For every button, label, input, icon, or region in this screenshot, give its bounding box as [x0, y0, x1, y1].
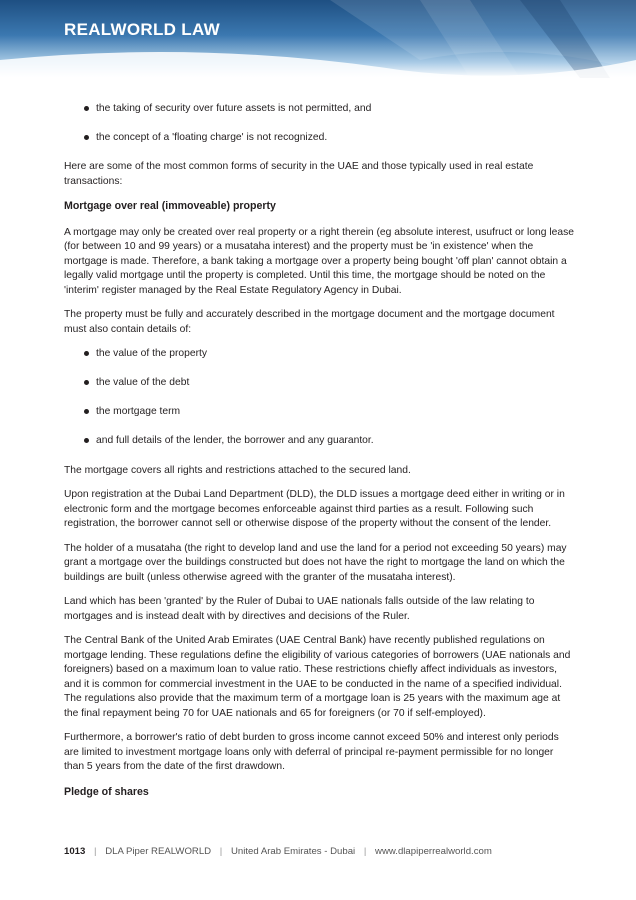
bullet-icon [84, 380, 89, 385]
footer-website-link[interactable]: www.dlapiperrealworld.com [375, 846, 492, 857]
page-footer [64, 846, 492, 857]
bullet-icon [84, 135, 89, 140]
list-item: the value of the property [64, 347, 576, 362]
heading-mortgage: Mortgage over real (immoveable) property [64, 200, 276, 213]
bullet-icon [84, 438, 89, 443]
page-header-banner [0, 0, 636, 78]
paragraph-covers: The mortgage covers all rights and restrictions attached to the secured land. [64, 464, 411, 476]
bullet-list-mortgage-details [64, 347, 576, 449]
document-body [64, 102, 576, 811]
bullet-icon [84, 106, 89, 111]
paragraph-mortgage-2: The property must be fully and accurately described in the mortgage document and the mortgage document must also contain details of: [64, 309, 555, 335]
list-item: and full details of the lender, the borrower and any guarantor. [64, 434, 576, 449]
paragraph-furthermore: Furthermore, a borrower's ratio of debt burden to gross income cannot exceed 50% and interest only periods are limited to investment mortgage loans only with deferral of principal re-payment permissible for no longer than 5 years from the date of the first drawdown. [64, 732, 559, 773]
brand-title: REALWORLD LAW [64, 20, 220, 39]
page-number: 1013 [64, 846, 86, 857]
footer-separator: | [219, 846, 223, 857]
paragraph-central-bank: The Central Bank of the United Arab Emirates (UAE Central Bank) have recently published regulations on mortgage lending. These regulations define the eligibility of various categories of borrowers (UAE nationals and foreigners) based on a maximum loan to value ratio. These restrictions chiefly affect individuals as investors, and it is common for commercial investment in the UAE to be conducted in the name of a specified individual. The regulations also provide that the maximum term of a mortgage loan is 25 years with the maximum age at the final repayment being 70 for UAE nationals and 65 for foreigners (or 70 if self-employed). [64, 635, 571, 719]
paragraph-dld: Upon registration at the Dubai Land Department (DLD), the DLD issues a mortgage deed either in writing or in electronic form and the mortgage becomes enforceable against third parties as a result. Following such registration, the borrower cannot sell or otherwise dispose of the property without the consent of the lender. [64, 489, 565, 530]
list-item: the value of the debt [64, 376, 576, 391]
paragraph-mortgage-1: A mortgage may only be created over real property or a right therein (eg absolute interest, usufruct or long lease (for between 10 and 99 years) or a musataha interest) and the property must be 'in existence' when the mortgage is made. Therefore, a bank taking a mortgage over a property being bought 'off plan' cannot obtain a legally valid mortgage until the property is completed. Until this time, the mortgage should be noted on the 'interim' register managed by the Real Estate Regulatory Agency in Dubai. [64, 226, 574, 296]
footer-publisher: DLA Piper REALWORLD [105, 846, 212, 857]
list-item: the taking of security over future assets is not permitted, and [64, 102, 576, 117]
footer-separator: | [363, 846, 367, 857]
bullet-icon [84, 409, 89, 414]
paragraph-musataha: The holder of a musataha (the right to develop land and use the land for a period not exceeding 50 years) may grant a mortgage over the buildings constructed but does not have the right to mortgage the land on which the buildings are built (unless otherwise agreed with the granter of the musataha interest). [64, 542, 567, 583]
list-item: the concept of a 'floating charge' is not recognized. [64, 131, 576, 146]
paragraph-granted-land: Land which has been 'granted' by the Ruler of Dubai to UAE nationals falls outside of the law relating to mortgages and is instead dealt with by directives and decisions of the Ruler. [64, 596, 535, 622]
heading-pledge-of-shares: Pledge of shares [64, 785, 149, 798]
footer-separator: | [94, 846, 97, 857]
paragraph-intro: Here are some of the most common forms of security in the UAE and those typically used in real estate transactions: [64, 161, 534, 187]
bullet-list-security [64, 102, 576, 146]
bullet-icon [84, 351, 89, 356]
footer-location: United Arab Emirates - Dubai [230, 846, 356, 857]
list-item: the mortgage term [64, 405, 576, 420]
